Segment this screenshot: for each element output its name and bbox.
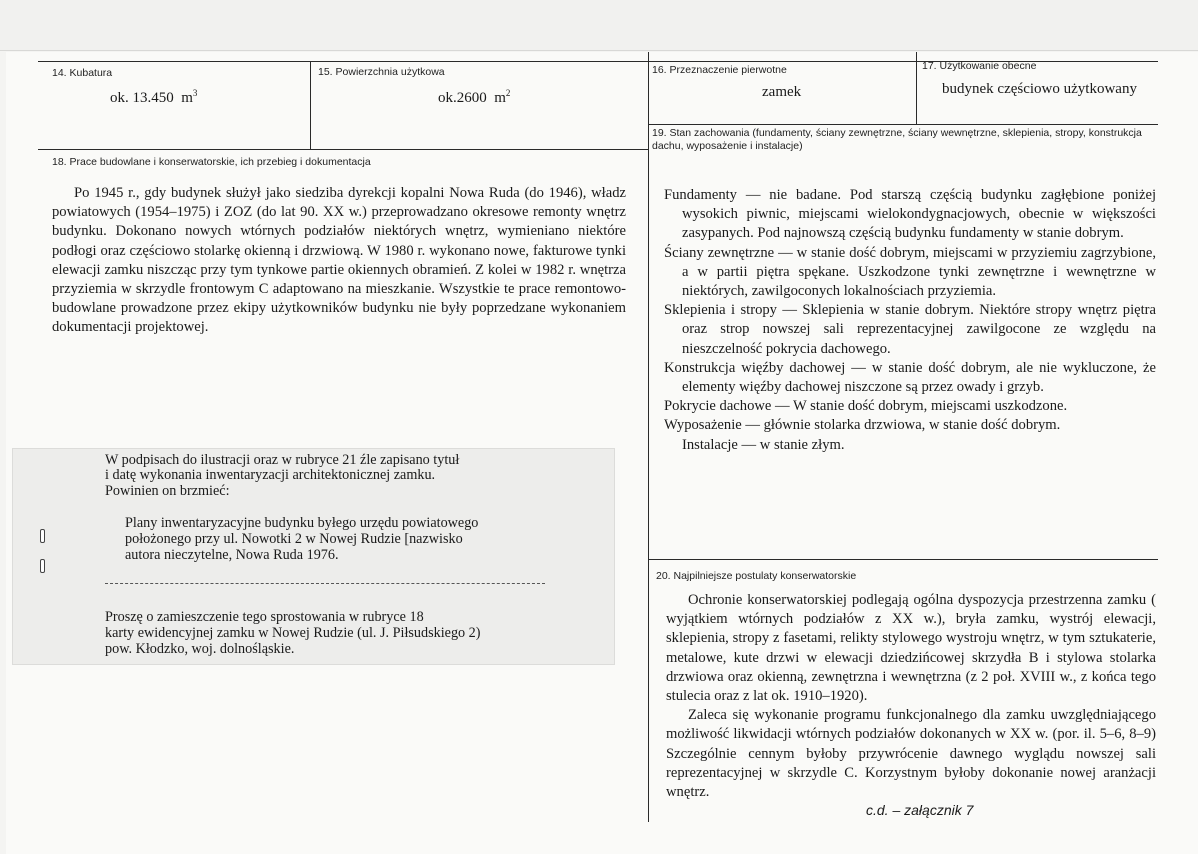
scan-top-margin <box>0 0 1198 51</box>
condition-item-installations: Instalacje — w stanie złym. <box>682 436 845 453</box>
slip-quote-line-2: położonego przy ul. Nowotki 2 w Nowej Rudzie [nazwisko <box>125 531 463 547</box>
field-14-label: 14. Kubatura <box>52 67 113 79</box>
field-16-label: 16. Przeznaczenie pierwotne <box>652 64 787 76</box>
grid-divider-14-15 <box>310 61 311 149</box>
slip-line-3: Powinien on brzmieć: <box>105 483 230 499</box>
slip-request-line-2: karty ewidencyjnej zamku w Nowej Rudzie (ul. J. Piłsudskiego 2) <box>105 625 481 641</box>
condition-item-foundations: Fundamenty — nie badane. Pod starszą częścią budynku zagłębione poniżej wysokich piwnic, miejscami wielokondygnacjowych, obecnie w większości zasypanych. Pod najnowszą częścią budynku fundamenty w stanie dobrym. <box>664 187 1156 242</box>
punch-hole-mark <box>40 529 45 543</box>
field-15-label: 15. Powierzchnia użytkowa <box>318 66 445 78</box>
punch-hole-mark <box>40 559 45 573</box>
field-14-unit: m <box>181 90 193 106</box>
field-18-paragraph: Po 1945 r., gdy budynek służył jako siedziba dyrekcji kopalni Nowa Ruda (do 1946), władz powiatowych (1954–1975) i ZOZ (do lat 90. XX w.) przeprowadzano okresowe remonty wnętrz budynku. Dokonano nowych wtórnych podziałów niektórych wnętrz, wymieniano niektóre podłogi oraz częściowo stolarkę okienną i drzwiową. W 1980 r. wykonano nowe, fakturowe tynki elewacji zamku niszcząc przy tym tynkowe partie okiennych obramień. Z kolei w 1982 r. wnętrza przyziemia w skrzydle frontowym C adaptowano na mieszkanie. Wszystkie te prace remontowo-budowlane prowadzone przez ekipy użytkowników budynku nie były poprzedzane wykonaniem dokumentacji projektowej. <box>52 185 626 336</box>
field-19-items <box>664 186 1156 455</box>
slip-quote-line-1: Plany inwentaryzacyjne budynku byłego urzędu powiatowego <box>125 515 479 531</box>
condition-item-external-walls: Ściany zewnętrzne — w stanie dość dobrym, miejscami w przyziemiu zagrzybione, a w partii piętra spękane. Uszkodzone tynki zewnętrzne i wewnętrzne w niektórych, zawilgoconych lokalnościach przyziemia. <box>664 244 1156 300</box>
field-14-unit-exponent: 3 <box>192 88 198 98</box>
grid-line-above-20 <box>648 559 1158 560</box>
slip-line-2: i datę wykonania inwentaryzacji architektonicznej zamku. <box>105 467 436 483</box>
continued-annex-note: c.d. – załącznik 7 <box>866 802 974 818</box>
field-18-text-block <box>52 184 626 338</box>
field-19-label: 19. Stan zachowania (fundamenty, ściany zewnętrzne, ściany wewnętrzne, sklepienia, stropy, konstrukcja dachu, wyposażenie i instalacje) <box>652 127 1142 152</box>
field-18-label: 18. Prace budowlane i konserwatorskie, ich przebieg i dokumentacja <box>52 156 371 168</box>
field-15-unit-exponent: 2 <box>505 88 511 98</box>
field-20-paragraph-1: Ochronie konserwatorskiej podlegają ogólna dyspozycja przestrzenna zamku ( wyjątkiem wtórnych podziałów z XX w.), bryła zamku, wystrój elewacji, sklepienia, stropy z fasetami, relikty stylowego wystroju wnętrz, w tym sztukaterie, metalowe, kute drzwi w elewacji dziedzińcowej skrzydła B i stylowa stolarka drzwiowa oraz okienną, zewnętrzna i wewnętrzna (z 2 poł. XVIII w., z końca tego stulecia oraz z lat ok. 1910–1920). <box>666 592 1156 705</box>
field-16-value: zamek <box>762 84 802 100</box>
field-20-paragraph-2: Zaleca się wykonanie programu funkcjonalnego dla zamku uwzględniającego możliwość likwidacji wtórnych podziałów dokonanych w XX w. (por. il. 5–6, 8–9) Szczególnie cennym byłoby przywrócenie dawnego wyglądu nowszej sali reprezentacyjnej w skrzydle C. Korzystnym byłoby dokonanie nowej aranżacji wnętrz. <box>666 707 1156 801</box>
condition-item-vaults-ceilings: Sklepienia i stropy — Sklepienia w stanie dobrym. Niektóre stropy wnętrz piętra oraz strop nowszej sali reprezentacyjnej zawilgocone ze względu na nieszczelność pokrycia dachowego. <box>664 302 1156 357</box>
correction-slip <box>12 448 615 665</box>
grid-line-above-18 <box>38 149 648 150</box>
grid-divider-16-17 <box>916 52 917 124</box>
field-17-value: budynek częściowo użytkowany <box>942 81 1137 97</box>
field-14-number: ok. 13.450 <box>110 90 174 106</box>
field-15-unit: m <box>494 90 506 106</box>
slip-request-line-1: Proszę o zamieszczenie tego sprostowania w rubryce 18 <box>105 609 424 625</box>
condition-item-furnishing: Wyposażenie — głównie stolarka drzwiowa, w stanie dość dobrym. <box>664 417 1061 434</box>
slip-quote-line-3: autora nieczytelne, Nowa Ruda 1976. <box>125 547 339 563</box>
field-15-number: ok.2600 <box>438 90 487 106</box>
slip-dashed-separator <box>105 583 545 584</box>
condition-item-roof-truss: Konstrukcja więźby dachowej — w stanie dość dobrym, ale nie wykluczone, że elementy więźby dachowej niszczone są przez owady i grzyb. <box>664 359 1156 396</box>
slip-line-1: W podpisach do ilustracji oraz w rubryce 21 źle zapisano tytuł <box>105 452 460 468</box>
field-17-label: 17. Użytkowanie obecne <box>922 60 1037 72</box>
field-20-label: 20. Najpilniejsze postulaty konserwatorskie <box>656 570 857 582</box>
grid-line-above-19 <box>648 124 1158 125</box>
field-14-value <box>110 88 197 107</box>
field-15-value <box>438 88 510 107</box>
grid-center-divider <box>648 52 649 822</box>
slip-request-line-3: pow. Kłodzko, woj. dolnośląskie. <box>105 641 295 657</box>
condition-item-roofing: Pokrycie dachowe — W stanie dość dobrym, miejscami uszkodzone. <box>664 398 1068 415</box>
field-20-text-block <box>666 591 1156 802</box>
